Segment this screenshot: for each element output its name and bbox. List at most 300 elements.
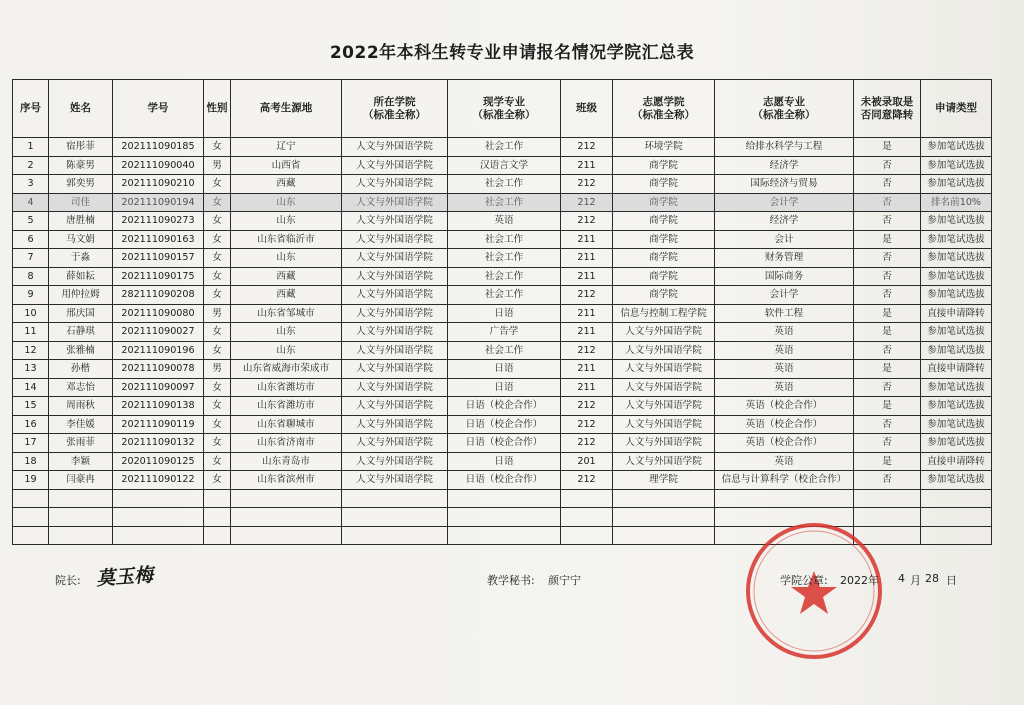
table-cell: 人文与外国语学院: [342, 378, 448, 397]
table-cell: 212: [561, 286, 613, 305]
table-cell: 山东省滨州市: [231, 471, 342, 490]
empty-table-cell: [342, 489, 448, 508]
column-header-sublabel: （标准全称）: [472, 108, 536, 121]
table-cell: 202111090122: [113, 471, 204, 490]
empty-table-cell: [921, 526, 992, 545]
table-cell: 商学院: [613, 230, 715, 249]
table-cell: 212: [561, 397, 613, 416]
table-cell: 汉语言文学: [448, 156, 561, 175]
column-header: [921, 80, 992, 138]
empty-table-cell: [204, 489, 231, 508]
table-cell: 唐胜楠: [49, 212, 113, 231]
table-cell: 男: [204, 304, 231, 323]
empty-table-cell: [113, 526, 204, 545]
table-cell: 理学院: [613, 471, 715, 490]
table-row: [13, 175, 992, 194]
column-header-label: 现学专业: [483, 96, 525, 109]
table-cell: 202111090185: [113, 138, 204, 157]
table-cell: 山东: [231, 341, 342, 360]
table-cell: 人文与外国语学院: [342, 138, 448, 157]
transfer-summary-table: [12, 79, 992, 545]
table-cell: 202111090175: [113, 267, 204, 286]
table-cell: 是: [854, 360, 921, 379]
date-month: 4: [898, 572, 905, 585]
table-cell: 闫豪冉: [49, 471, 113, 490]
column-header-label: 序号: [20, 102, 41, 115]
table-cell: 12: [13, 341, 49, 360]
table-cell: 否: [854, 249, 921, 268]
table-cell: 人文与外国语学院: [342, 341, 448, 360]
table-cell: 参加笔试选拔: [921, 286, 992, 305]
table-cell: 202111090080: [113, 304, 204, 323]
table-cell: 社会工作: [448, 341, 561, 360]
table-cell: 211: [561, 156, 613, 175]
table-cell: 英语（校企合作）: [715, 434, 854, 453]
table-cell: 女: [204, 378, 231, 397]
table-cell: 否: [854, 212, 921, 231]
table-cell: 否: [854, 471, 921, 490]
table-cell: 商学院: [613, 249, 715, 268]
table-cell: 张雨菲: [49, 434, 113, 453]
table-cell: 是: [854, 323, 921, 342]
table-cell: 人文与外国语学院: [613, 323, 715, 342]
column-header: [113, 80, 204, 138]
table-cell: 日语（校企合作）: [448, 397, 561, 416]
column-header-label: 申请类型: [935, 102, 977, 115]
column-header-sublabel: 否同意降转: [860, 108, 914, 121]
table-cell: 日语: [448, 452, 561, 471]
table-cell: 女: [204, 193, 231, 212]
table-cell: 211: [561, 304, 613, 323]
table-cell: 社会工作: [448, 138, 561, 157]
empty-table-cell: [49, 526, 113, 545]
table-cell: 女: [204, 175, 231, 194]
table-cell: 石静琪: [49, 323, 113, 342]
table-cell: 人文与外国语学院: [342, 230, 448, 249]
table-cell: 山东省潍坊市: [231, 378, 342, 397]
table-row: [13, 378, 992, 397]
table-cell: 参加笔试选拔: [921, 267, 992, 286]
column-header-label: 所在学院: [373, 96, 416, 109]
table-cell: 282111090208: [113, 286, 204, 305]
college-seal-stamp: [742, 519, 886, 663]
table-cell: 参加笔试选拔: [921, 175, 992, 194]
table-cell: 14: [13, 378, 49, 397]
table-cell: 女: [204, 397, 231, 416]
table-cell: 人文与外国语学院: [342, 397, 448, 416]
empty-table-cell: [448, 508, 561, 527]
table-cell: 商学院: [613, 156, 715, 175]
table-cell: 人文与外国语学院: [342, 323, 448, 342]
column-header: [854, 80, 921, 138]
table-cell: 山东省邹城市: [231, 304, 342, 323]
table-cell: 否: [854, 193, 921, 212]
table-cell: 参加笔试选拔: [921, 471, 992, 490]
table-cell: 人文与外国语学院: [342, 360, 448, 379]
table-cell: 人文与外国语学院: [613, 434, 715, 453]
table-cell: 英语: [448, 212, 561, 231]
table-cell: 2: [13, 156, 49, 175]
table-cell: 女: [204, 230, 231, 249]
table-cell: 财务管理: [715, 249, 854, 268]
table-cell: 人文与外国语学院: [613, 360, 715, 379]
table-row: [13, 434, 992, 453]
table-cell: 薛如耘: [49, 267, 113, 286]
table-cell: 否: [854, 156, 921, 175]
table-cell: 212: [561, 471, 613, 490]
table-cell: 202011090125: [113, 452, 204, 471]
table-cell: 英语: [715, 378, 854, 397]
empty-table-cell: [13, 489, 49, 508]
table-cell: 4: [13, 193, 49, 212]
table-cell: 10: [13, 304, 49, 323]
table-cell: 女: [204, 212, 231, 231]
table-cell: 经济学: [715, 212, 854, 231]
table-cell: 212: [561, 434, 613, 453]
table-cell: 环境学院: [613, 138, 715, 157]
table-cell: 1: [13, 138, 49, 157]
table-cell: 山东: [231, 249, 342, 268]
table-cell: 否: [854, 341, 921, 360]
table-cell: 直接申请降转: [921, 304, 992, 323]
table-cell: 人文与外国语学院: [342, 212, 448, 231]
table-cell: 女: [204, 434, 231, 453]
table-cell: 212: [561, 193, 613, 212]
table-cell: 202111090097: [113, 378, 204, 397]
table-cell: 邓志怡: [49, 378, 113, 397]
empty-table-cell: [613, 489, 715, 508]
table-cell: 经济学: [715, 156, 854, 175]
empty-table-cell: [448, 526, 561, 545]
table-cell: 211: [561, 323, 613, 342]
secretary-label: 教学秘书:: [487, 574, 535, 587]
column-header: [231, 80, 342, 138]
table-cell: 202111090210: [113, 175, 204, 194]
table-cell: 郭奕男: [49, 175, 113, 194]
table-cell: 17: [13, 434, 49, 453]
empty-table-cell: [613, 508, 715, 527]
table-cell: 212: [561, 212, 613, 231]
table-cell: 211: [561, 360, 613, 379]
table-cell: 女: [204, 267, 231, 286]
table-cell: 陈豪男: [49, 156, 113, 175]
table-cell: 李颖: [49, 452, 113, 471]
table-cell: 山东省威海市荣成市: [231, 360, 342, 379]
table-cell: 女: [204, 323, 231, 342]
column-header-label: 学号: [147, 102, 169, 115]
table-cell: 山东: [231, 323, 342, 342]
column-header: [342, 80, 448, 138]
column-header: [715, 80, 854, 138]
table-cell: 社会工作: [448, 267, 561, 286]
column-header-label: 志愿专业: [763, 96, 805, 109]
table-cell: 张雅楠: [49, 341, 113, 360]
column-header-label: 未被录取是: [860, 96, 914, 109]
date-day: 28: [925, 572, 939, 585]
table-cell: 201: [561, 452, 613, 471]
table-cell: 人文与外国语学院: [342, 471, 448, 490]
table-cell: 社会工作: [448, 286, 561, 305]
table-cell: 软件工程: [715, 304, 854, 323]
column-header-label: 姓名: [70, 102, 91, 115]
table-cell: 参加笔试选拔: [921, 323, 992, 342]
table-cell: 山东省潍坊市: [231, 397, 342, 416]
table-cell: 社会工作: [448, 249, 561, 268]
table-cell: 用仲拉姆: [49, 286, 113, 305]
table-cell: 邢庆国: [49, 304, 113, 323]
table-cell: 社会工作: [448, 175, 561, 194]
table-cell: 否: [854, 434, 921, 453]
table-cell: 日语: [448, 378, 561, 397]
table-row: [13, 471, 992, 490]
empty-table-cell: [113, 489, 204, 508]
table-cell: 参加笔试选拔: [921, 156, 992, 175]
date-day-suffix: 日: [946, 574, 957, 587]
empty-table-cell: [231, 489, 342, 508]
table-cell: 211: [561, 378, 613, 397]
date-year: 2022年: [840, 574, 879, 587]
table-cell: 人文与外国语学院: [613, 341, 715, 360]
table-cell: 会计学: [715, 193, 854, 212]
table-row: [13, 341, 992, 360]
table-cell: 西藏: [231, 267, 342, 286]
table-cell: 是: [854, 230, 921, 249]
table-cell: 英语（校企合作）: [715, 415, 854, 434]
table-cell: 英语: [715, 452, 854, 471]
table-row: [13, 286, 992, 305]
table-cell: 7: [13, 249, 49, 268]
table-row: [13, 267, 992, 286]
column-header-label: 高考生源地: [259, 102, 313, 115]
table-cell: 212: [561, 415, 613, 434]
empty-table-cell: [49, 489, 113, 508]
empty-table-cell: [921, 508, 992, 527]
table-cell: 商学院: [613, 286, 715, 305]
table-cell: 人文与外国语学院: [342, 175, 448, 194]
table-cell: 女: [204, 249, 231, 268]
column-header-label: 志愿学院: [642, 96, 685, 109]
table-cell: 212: [561, 175, 613, 194]
table-cell: 日语（校企合作）: [448, 415, 561, 434]
table-row: [13, 323, 992, 342]
empty-table-cell: [113, 508, 204, 527]
column-header: [13, 80, 49, 138]
table-cell: 周雨秋: [49, 397, 113, 416]
table-cell: 是: [854, 138, 921, 157]
table-cell: 英语: [715, 341, 854, 360]
table-cell: 社会工作: [448, 230, 561, 249]
table-cell: 202111090040: [113, 156, 204, 175]
seal-label: 学院公章:: [780, 574, 828, 587]
column-header-label: 班级: [576, 102, 597, 115]
table-cell: 202111090273: [113, 212, 204, 231]
table-row: [13, 193, 992, 212]
column-header-sublabel: （标准全称）: [752, 108, 816, 121]
table-cell: 人文与外国语学院: [342, 415, 448, 434]
empty-table-cell: [13, 508, 49, 527]
empty-table-cell: [854, 489, 921, 508]
table-cell: 否: [854, 415, 921, 434]
empty-table-cell: [561, 508, 613, 527]
table-body: [13, 138, 992, 545]
table-cell: 排名前10%: [921, 193, 992, 212]
table-row: [13, 138, 992, 157]
column-header: [49, 80, 113, 138]
column-header-label: 性别: [206, 102, 228, 115]
column-header: [204, 80, 231, 138]
table-cell: 宿彤菲: [49, 138, 113, 157]
table-cell: 参加笔试选拔: [921, 434, 992, 453]
empty-table-row: [13, 489, 992, 508]
table-cell: 国际商务: [715, 267, 854, 286]
table-cell: 给排水科学与工程: [715, 138, 854, 157]
date-month-suffix: 月: [910, 574, 921, 587]
empty-table-cell: [342, 508, 448, 527]
column-header-sublabel: （标准全称）: [632, 108, 695, 121]
table-cell: 日语（校企合作）: [448, 434, 561, 453]
table-cell: 英语（校企合作）: [715, 397, 854, 416]
table-cell: 英语: [715, 360, 854, 379]
empty-table-cell: [13, 526, 49, 545]
table-cell: 会计学: [715, 286, 854, 305]
empty-table-cell: [342, 526, 448, 545]
table-cell: 女: [204, 415, 231, 434]
table-cell: 参加笔试选拔: [921, 341, 992, 360]
table-row: [13, 249, 992, 268]
table-cell: 英语: [715, 323, 854, 342]
table-cell: 商学院: [613, 212, 715, 231]
empty-table-cell: [231, 526, 342, 545]
table-cell: 16: [13, 415, 49, 434]
table-row: [13, 397, 992, 416]
table-cell: 孙楷: [49, 360, 113, 379]
column-header-sublabel: （标准全称）: [363, 108, 426, 121]
table-cell: 参加笔试选拔: [921, 249, 992, 268]
table-cell: 国际经济与贸易: [715, 175, 854, 194]
table-cell: 人文与外国语学院: [342, 434, 448, 453]
table-cell: 信息与计算科学（校企合作）: [715, 471, 854, 490]
table-cell: 山东青岛市: [231, 452, 342, 471]
table-cell: 212: [561, 138, 613, 157]
table-cell: 山东省临沂市: [231, 230, 342, 249]
table-cell: 人文与外国语学院: [342, 249, 448, 268]
table-cell: 202111090132: [113, 434, 204, 453]
table-cell: 山西省: [231, 156, 342, 175]
empty-table-cell: [561, 489, 613, 508]
table-row: [13, 360, 992, 379]
table-cell: 6: [13, 230, 49, 249]
table-cell: 西藏: [231, 175, 342, 194]
table-cell: 直接申请降转: [921, 360, 992, 379]
table-cell: 女: [204, 341, 231, 360]
table-cell: 212: [561, 341, 613, 360]
table-cell: 日语（校企合作）: [448, 471, 561, 490]
empty-table-cell: [204, 526, 231, 545]
table-cell: 202111090138: [113, 397, 204, 416]
table-cell: 参加笔试选拔: [921, 230, 992, 249]
column-header: [448, 80, 561, 138]
table-cell: 人文与外国语学院: [613, 378, 715, 397]
table-cell: 于淼: [49, 249, 113, 268]
dean-label: 院长:: [55, 574, 81, 587]
table-cell: 202111090194: [113, 193, 204, 212]
table-cell: 11: [13, 323, 49, 342]
table-cell: 202111090119: [113, 415, 204, 434]
table-cell: 辽宁: [231, 138, 342, 157]
table-cell: 男: [204, 360, 231, 379]
empty-table-cell: [448, 489, 561, 508]
table-cell: 参加笔试选拔: [921, 378, 992, 397]
table-cell: 人文与外国语学院: [342, 452, 448, 471]
empty-table-cell: [49, 508, 113, 527]
table-row: [13, 452, 992, 471]
table-cell: 商学院: [613, 175, 715, 194]
table-cell: 直接申请降转: [921, 452, 992, 471]
table-cell: 山东: [231, 193, 342, 212]
table-cell: 202111090196: [113, 341, 204, 360]
table-cell: 参加笔试选拔: [921, 397, 992, 416]
document-title: 2022年本科生转专业申请报名情况学院汇总表: [329, 43, 695, 63]
table-row: [13, 156, 992, 175]
table-cell: 人文与外国语学院: [342, 156, 448, 175]
table-cell: 广告学: [448, 323, 561, 342]
table-cell: 李佳媛: [49, 415, 113, 434]
table-cell: 211: [561, 249, 613, 268]
table-cell: 13: [13, 360, 49, 379]
empty-table-cell: [231, 508, 342, 527]
table-cell: 参加笔试选拔: [921, 212, 992, 231]
table-cell: 8: [13, 267, 49, 286]
secretary-name: 颜宁宁: [548, 574, 581, 587]
table-cell: 202111090163: [113, 230, 204, 249]
table-cell: 202111090027: [113, 323, 204, 342]
table-cell: 人文与外国语学院: [613, 415, 715, 434]
table-row: [13, 230, 992, 249]
table-cell: 日语: [448, 360, 561, 379]
table-cell: 3: [13, 175, 49, 194]
empty-table-cell: [613, 526, 715, 545]
table-cell: 山东: [231, 212, 342, 231]
table-cell: 商学院: [613, 267, 715, 286]
table-cell: 人文与外国语学院: [342, 267, 448, 286]
table-cell: 女: [204, 138, 231, 157]
table-header-row: [13, 80, 992, 138]
empty-table-cell: [204, 508, 231, 527]
table-cell: 信息与控制工程学院: [613, 304, 715, 323]
table-cell: 男: [204, 156, 231, 175]
table-cell: 司佳: [49, 193, 113, 212]
dean-signature: 莫玉梅: [95, 564, 154, 590]
empty-table-cell: [715, 489, 854, 508]
table-cell: 人文与外国语学院: [613, 452, 715, 471]
table-cell: 女: [204, 286, 231, 305]
table-cell: 参加笔试选拔: [921, 415, 992, 434]
table-cell: 人文与外国语学院: [613, 397, 715, 416]
table-cell: 人文与外国语学院: [342, 193, 448, 212]
table-row: [13, 304, 992, 323]
empty-table-cell: [921, 489, 992, 508]
table-cell: 是: [854, 452, 921, 471]
table-cell: 是: [854, 397, 921, 416]
table-cell: 否: [854, 286, 921, 305]
table-cell: 人文与外国语学院: [342, 286, 448, 305]
table-cell: 是: [854, 304, 921, 323]
table-cell: 参加笔试选拔: [921, 138, 992, 157]
table-cell: 否: [854, 267, 921, 286]
table-row: [13, 415, 992, 434]
table-cell: 202111090078: [113, 360, 204, 379]
table-cell: 211: [561, 230, 613, 249]
